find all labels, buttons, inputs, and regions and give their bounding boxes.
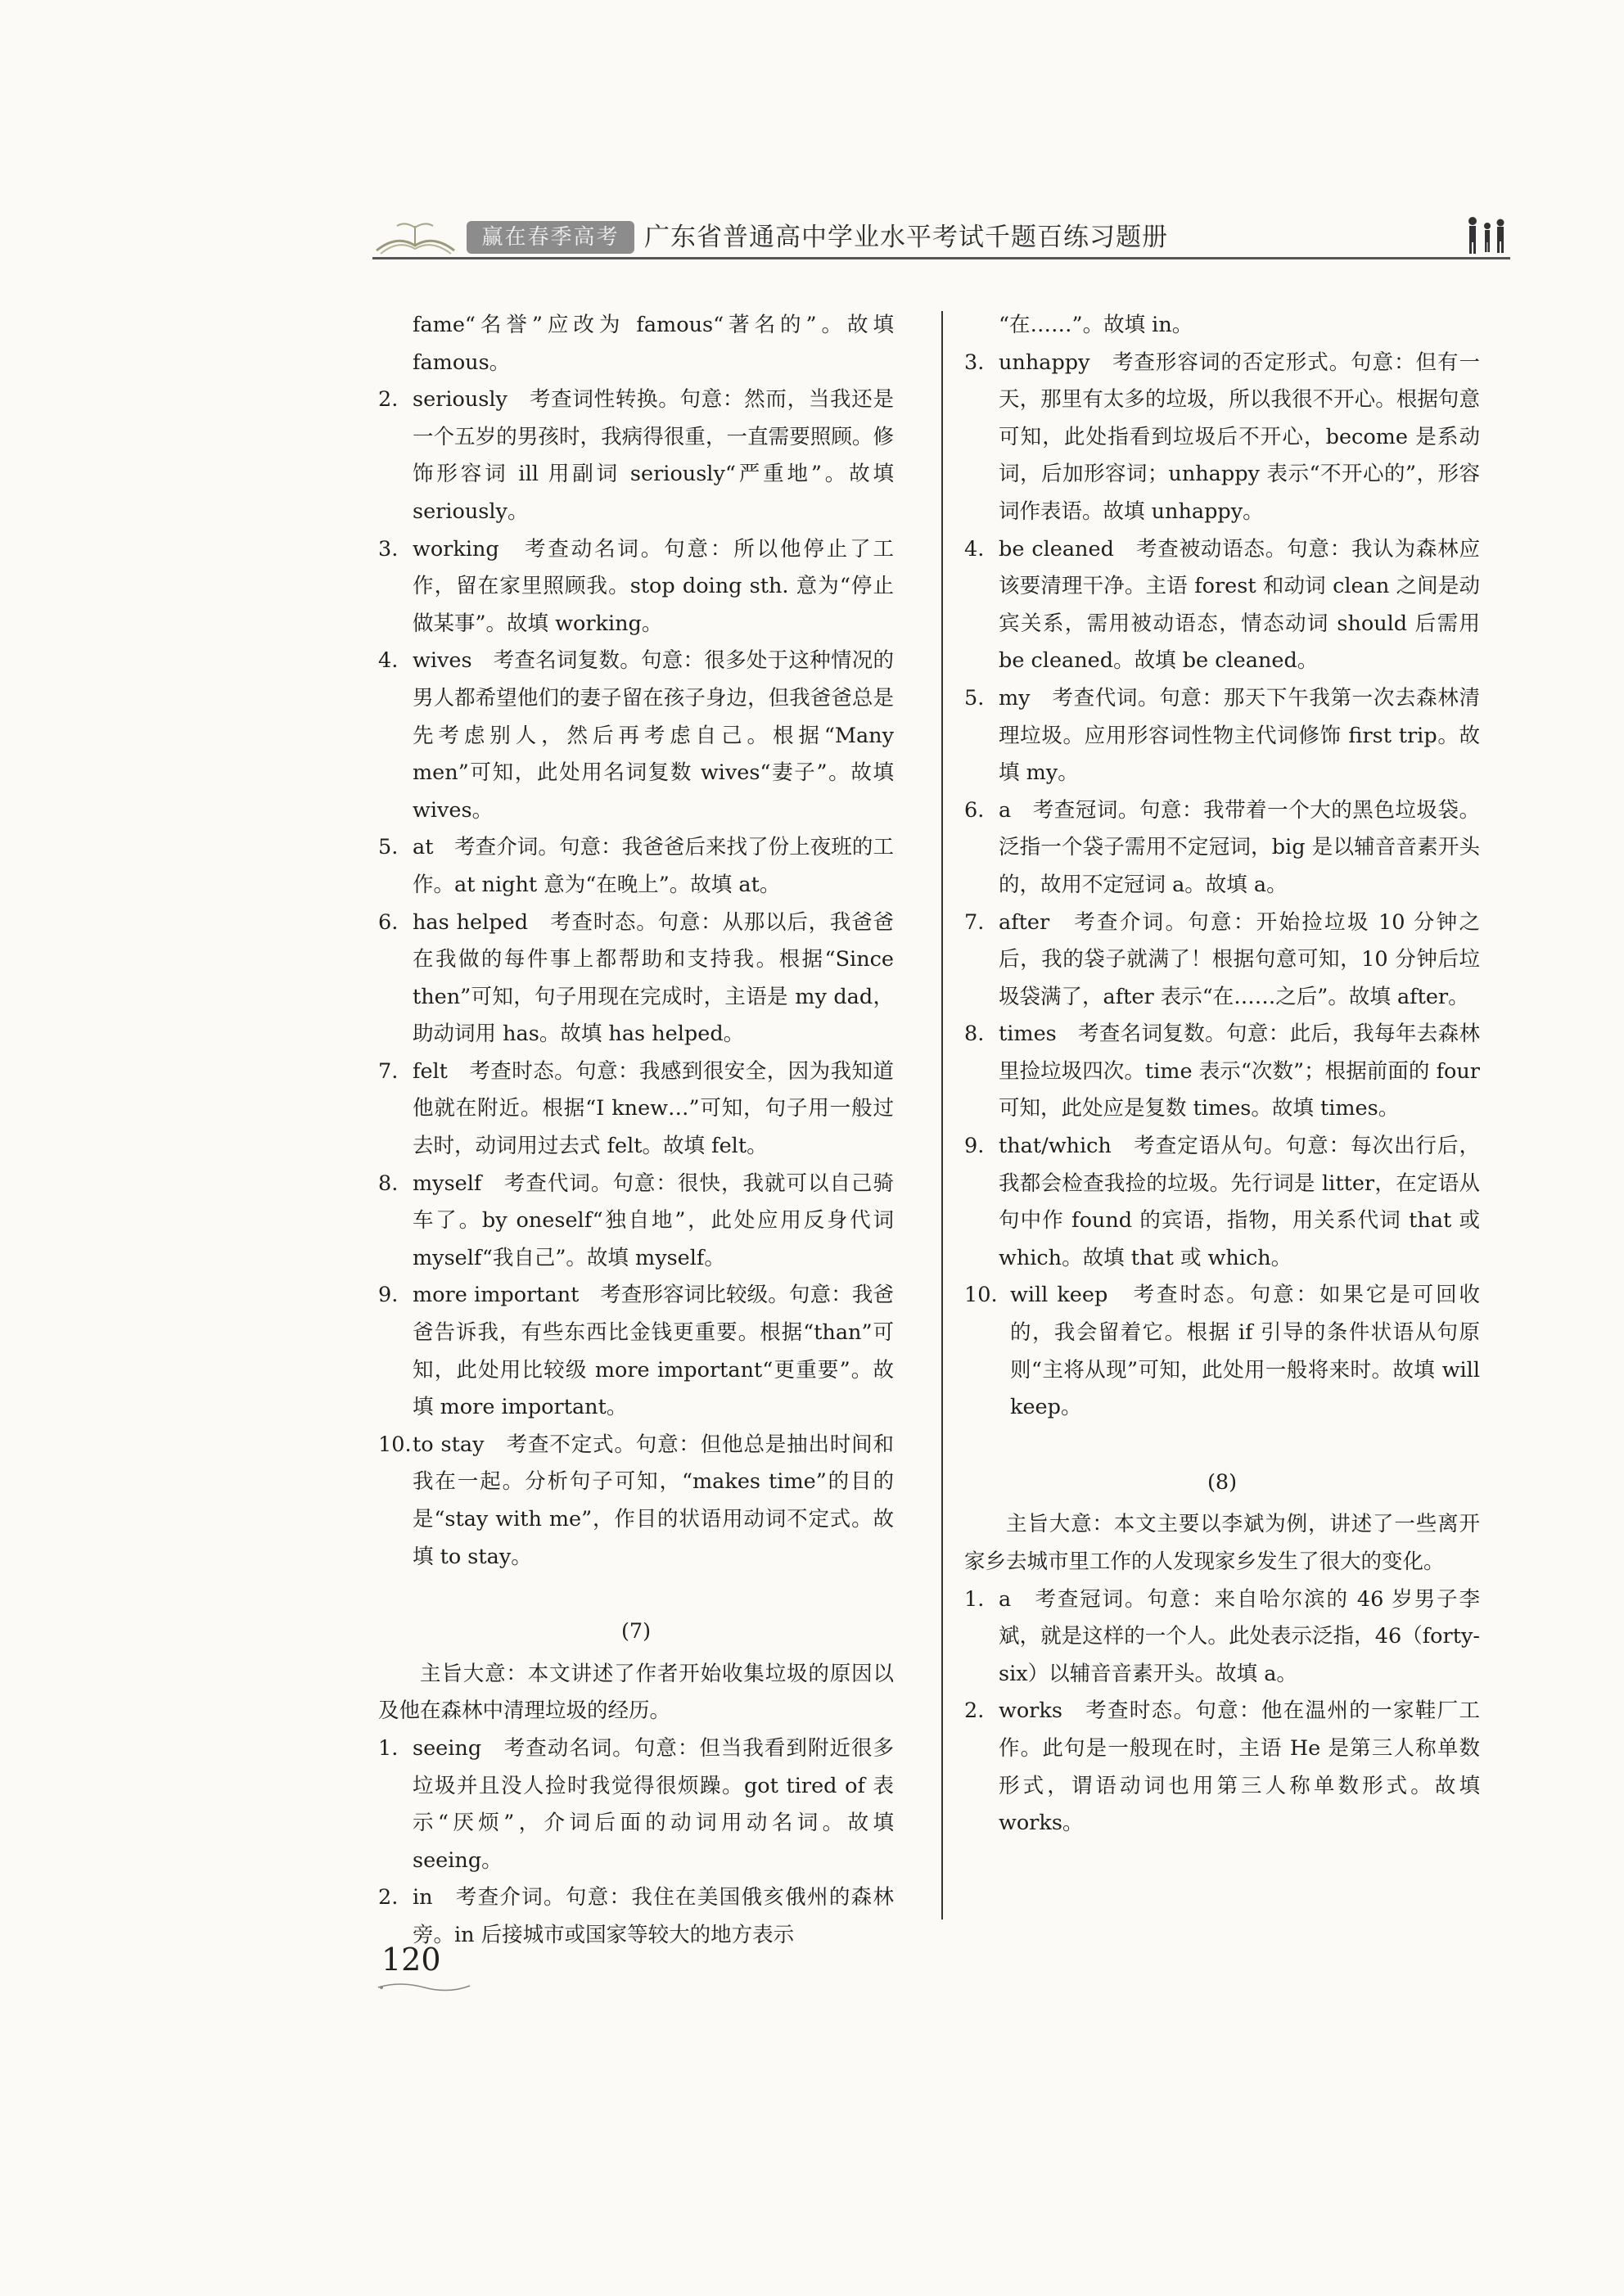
- item-text: my 考查代词。句意：那天下午我第一次去森林清理垃圾。应用形容词性物主代词修饰 first trip。故填 my。: [999, 685, 1480, 786]
- book-decoration-icon: [372, 218, 458, 257]
- item-number: 1.: [964, 1586, 985, 1612]
- item-text: works 考查时态。句意：他在温州的一家鞋厂工作。此句是一般现在时，主语 He 是第三人称单数形式，谓语动词也用第三人称单数形式。故填 works。: [999, 1698, 1480, 1836]
- continued-answer: “在……”。故填 in。: [999, 313, 1193, 337]
- item-number: 2.: [964, 1698, 985, 1724]
- answer-item: [378, 1730, 894, 1879]
- item-text: has helped 考查时态。句意：从那以后，我爸爸在我做的每件事上都帮助和支持我。根据“Since then”可知，句子用现在完成时，主语是 my dad，助动词用 has。故填 has helped。: [413, 909, 894, 1047]
- item-text: myself 考查代词。句意：很快，我就可以自己骑车了。by oneself“独自地”，此处应用反身代词 myself“我自己”。故填 myself。: [413, 1171, 894, 1270]
- item-text: that/which 考查定语从句。句意：每次出行后，我都会检查我捡的垃圾。先行词是 litter，在定语从句中作 found 的宾语，指物，用关系代词 that 或 which。故填 that 或 which。: [999, 1134, 1480, 1270]
- continued-answer: fame“名誉”应改为 famous“著名的”。故填 famous。: [413, 313, 894, 375]
- item-text: at 考查介词。句意：我爸爸后来找了份上夜班的工作。at night 意为“在晚上”。故填 at。: [413, 835, 894, 897]
- item-number: 9.: [378, 1283, 399, 1308]
- item-number: 5.: [378, 835, 399, 860]
- item-text: more important 考查形容词比较级。句意：我爸爸告诉我，有些东西比金钱更重要。根据“than”可知，此处用比较级 more important“更重要”。故填 more important。: [413, 1283, 894, 1420]
- answer-item: [964, 531, 1480, 680]
- page-number-ornament-icon: [375, 1979, 473, 1996]
- item-number: 4.: [964, 536, 985, 562]
- item-text: a 考查冠词。句意：来自哈尔滨的 46 岁男子李斌，就是这样的一个人。此处表示泛指，46（forty-six）以辅音音素开头。故填 a。: [999, 1586, 1480, 1686]
- item-number: 10.: [964, 1283, 998, 1308]
- people-silhouette-icon: [1461, 214, 1510, 255]
- item-number: 6.: [964, 797, 985, 823]
- answer-item: [964, 1581, 1480, 1694]
- item-text: will keep 考查时态。句意：如果它是可回收的，我会留着它。根据 if 引导的条件状语从句原则“主将从现”可知，此处用一般将来时。故填 will keep。: [1010, 1283, 1480, 1420]
- answer-item: [964, 345, 1480, 531]
- section-summary: 主旨大意：本文讲述了作者开始收集垃圾的原因以及他在森林中清理垃圾的经历。: [378, 1661, 894, 1724]
- item-number: 10.: [378, 1432, 412, 1457]
- section-heading: (8): [1207, 1469, 1238, 1495]
- column-divider: [941, 311, 943, 1919]
- section-summary: 主旨大意：本文主要以李斌为例，讲述了一些离开家乡去城市里工作的人发现家乡发生了很大的变化。: [964, 1512, 1480, 1574]
- page-header: [372, 214, 1510, 264]
- answer-item: [378, 829, 894, 904]
- answer-item: [964, 1128, 1480, 1277]
- section-heading: (7): [620, 1619, 652, 1644]
- answer-item: [378, 1879, 894, 1954]
- answer-item: [378, 1166, 894, 1278]
- answer-item: [378, 531, 894, 643]
- item-number: 2.: [378, 1885, 399, 1910]
- item-number: 7.: [964, 909, 985, 935]
- book-title: 广东省普通高中学业水平考试千题百练习题册: [644, 223, 1168, 252]
- item-number: 6.: [378, 909, 399, 935]
- item-text: after 考查介词。句意：开始捡垃圾 10 分钟之后，我的袋子就满了！根据句意可知，10 分钟后垃圾袋满了，after 表示“在……之后”。故填 after。: [999, 909, 1480, 1009]
- item-text: wives 考查名词复数。句意：很多处于这种情况的男人都希望他们的妻子留在孩子身边，但我爸爸总是先考虑别人，然后再考虑自己。根据“Many men”可知，此处用名词复数 wives“妻子”。故填 wives。: [413, 648, 894, 823]
- answer-item: [378, 643, 894, 829]
- item-text: working 考查动名词。句意：所以他停止了工作，留在家里照顾我。stop doing sth. 意为“停止做某事”。故填 working。: [413, 536, 894, 636]
- answer-item: [378, 1427, 894, 1576]
- item-text: seriously 考查词性转换。句意：然而，当我还是一个五岁的男孩时，我病得很重，一直需要照顾。修饰形容词 ill 用副词 seriously“严重地”。故填 seriously。: [413, 387, 894, 524]
- item-number: 4.: [378, 648, 399, 674]
- item-number: 5.: [964, 685, 985, 710]
- item-number: 3.: [378, 536, 399, 562]
- answer-item: [378, 1277, 894, 1426]
- left-column: [378, 307, 894, 1955]
- header-rule: [372, 257, 1510, 259]
- series-badge: 赢在春季高考: [467, 221, 634, 254]
- answer-item: [964, 792, 1480, 904]
- item-number: 8.: [378, 1171, 399, 1196]
- item-text: times 考查名词复数。句意：此后，我每年去森林里捡垃圾四次。time 表示“次数”；根据前面的 four 可知，此处应是复数 times。故填 times。: [999, 1022, 1480, 1121]
- answer-item: [964, 1693, 1480, 1842]
- answer-item: [378, 1053, 894, 1166]
- answer-item: [378, 381, 894, 530]
- item-text: unhappy 考查形容词的否定形式。句意：但有一天，那里有太多的垃圾，所以我很不开心。根据句意可知，此处指看到垃圾后不开心，become 是系动词，后加形容词；unhappy 表示“不开心的”，形容词作表语。故填 unhappy。: [999, 350, 1480, 524]
- item-text: to stay 考查不定式。句意：但他总是抽出时间和我在一起。分析句子可知，“makes time”的目的是“stay with me”，作目的状语用动词不定式。故填 to stay。: [413, 1432, 894, 1569]
- item-number: 7.: [378, 1058, 399, 1084]
- right-column: [964, 307, 1480, 1843]
- answer-item: [964, 904, 1480, 1017]
- item-number: 1.: [378, 1735, 399, 1761]
- item-text: felt 考查时态。句意：我感到很安全，因为我知道他就在附近。根据“I knew…”可知，句子用一般过去时，动词用过去式 felt。故填 felt。: [413, 1058, 894, 1159]
- item-text: in 考查介词。句意：我住在美国俄亥俄州的森林旁。in 后接城市或国家等较大的地方表示: [413, 1885, 894, 1947]
- item-number: 8.: [964, 1022, 985, 1047]
- page-number: 120: [381, 1942, 441, 1978]
- item-number: 2.: [378, 387, 399, 413]
- item-text: a 考查冠词。句意：我带着一个大的黑色垃圾袋。泛指一个袋子需用不定冠词，big 是以辅音音素开头的，故用不定冠词 a。故填 a。: [999, 797, 1480, 897]
- item-text: be cleaned 考查被动语态。句意：我认为森林应该要清理干净。主语 forest 和动词 clean 之间是动宾关系，需用被动语态，情态动词 should 后需用 be cleaned。故填 be cleaned。: [999, 536, 1480, 674]
- answer-item: [378, 904, 894, 1053]
- item-text: seeing 考查动名词。句意：但当我看到附近很多垃圾并且没人捡时我觉得很烦躁。got tired of 表示“厌烦”，介词后面的动词用动名词。故填 seeing。: [413, 1735, 894, 1873]
- item-number: 9.: [964, 1134, 985, 1159]
- answer-item: [964, 680, 1480, 792]
- item-number: 3.: [964, 350, 985, 375]
- answer-item: [964, 1016, 1480, 1128]
- answer-item: [964, 1277, 1480, 1426]
